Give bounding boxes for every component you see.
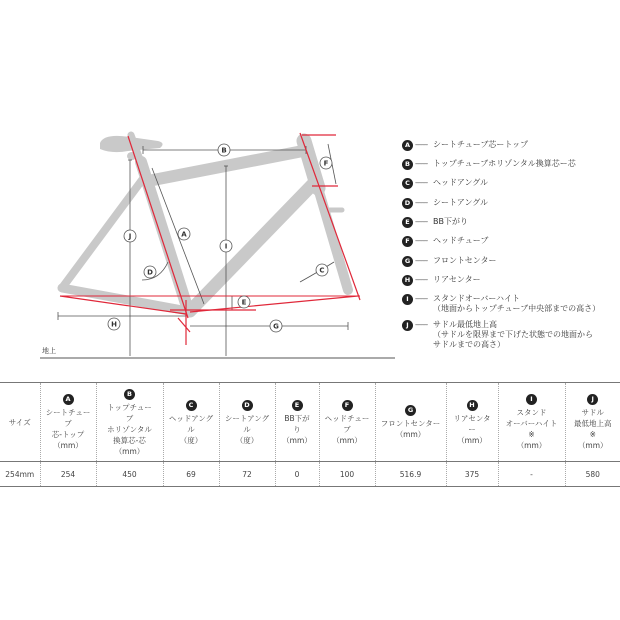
column-label: BB下が り bbox=[284, 413, 310, 434]
frame-silhouette bbox=[62, 135, 348, 311]
column-unit: （mm） bbox=[457, 435, 487, 445]
column-label: ヘッドアング ル bbox=[168, 413, 214, 434]
value-cell-i: - bbox=[498, 462, 565, 487]
legend-leader-dots: -------- bbox=[415, 257, 428, 265]
column-letter-badge: H bbox=[467, 400, 478, 411]
column-unit: （mm） bbox=[516, 441, 547, 450]
column-header-a bbox=[40, 383, 96, 462]
column-label: シートアング ル bbox=[224, 413, 270, 434]
column-label: トップチュー ブ ホリゾンタル 換算芯-芯 bbox=[107, 402, 152, 445]
column-header-e bbox=[275, 383, 319, 462]
column-letter-badge: I bbox=[526, 394, 537, 405]
legend-text: トップチューブホリゾンタル換算芯ー芯 bbox=[433, 159, 576, 168]
column-letter-badge: B bbox=[124, 389, 135, 400]
column-letter-badge: D bbox=[242, 400, 253, 411]
legend-letter-badge: B bbox=[402, 159, 413, 170]
column-header-f bbox=[319, 383, 375, 462]
value-cell-b: 450 bbox=[96, 462, 163, 487]
column-unit: （mm） bbox=[282, 435, 312, 445]
legend-subtext: （サドルを限界まで下げた状態での地面から bbox=[433, 330, 593, 339]
legend-leader-dots: -------- bbox=[415, 321, 428, 329]
column-label: シートチュー ブ 芯-トップ bbox=[45, 408, 91, 439]
column-header-d bbox=[219, 383, 275, 462]
legend-letter-badge: I bbox=[402, 294, 413, 305]
column-unit: （度） bbox=[179, 435, 203, 445]
legend-leader-dots: -------- bbox=[415, 199, 428, 207]
svg-text:F: F bbox=[323, 159, 329, 168]
value-cell-f: 100 bbox=[319, 462, 375, 487]
legend-leader-dots: -------- bbox=[415, 141, 428, 149]
legend-text: サドル最低地上高 bbox=[433, 320, 497, 329]
marker-d bbox=[144, 266, 156, 278]
legend-text: ヘッドアングル bbox=[433, 178, 489, 187]
marker-f bbox=[320, 157, 332, 169]
value-cell-a: 254 bbox=[40, 462, 96, 487]
value-cell-g: 516.9 bbox=[375, 462, 446, 487]
size-cell: 254mm bbox=[0, 462, 40, 487]
column-letter-badge: A bbox=[63, 394, 74, 405]
marker-a bbox=[178, 228, 190, 240]
legend-text: シートチューブ芯ートップ bbox=[433, 140, 529, 149]
svg-text:G: G bbox=[273, 322, 279, 331]
legend-letter-badge: G bbox=[402, 256, 413, 267]
legend-subtext: サドルまでの高さ） bbox=[433, 340, 505, 349]
marker-g bbox=[270, 320, 282, 332]
legend-text: リアセンター bbox=[433, 275, 481, 284]
svg-text:H: H bbox=[111, 320, 117, 329]
ground-label: 地上 bbox=[42, 347, 56, 355]
marker-c bbox=[316, 264, 328, 276]
legend-leader-dots: -------- bbox=[415, 295, 428, 303]
svg-text:E: E bbox=[241, 298, 247, 307]
marker-h bbox=[108, 318, 120, 330]
column-label: リアセンタ ー bbox=[453, 413, 491, 434]
legend-letter-badge: D bbox=[402, 198, 413, 209]
legend-letter-badge: J bbox=[402, 320, 413, 331]
legend-leader-dots: -------- bbox=[415, 160, 428, 168]
legend-letter-badge: E bbox=[402, 217, 413, 228]
column-unit: （mm） bbox=[395, 430, 426, 439]
column-header-i bbox=[498, 383, 565, 462]
column-label: ヘッドチュー ブ bbox=[324, 413, 370, 434]
column-label: スタンド オーバーハイト ※ bbox=[505, 408, 558, 439]
value-cell-e: 0 bbox=[275, 462, 319, 487]
value-cell-h: 375 bbox=[446, 462, 498, 487]
geometry-spec-table bbox=[0, 382, 620, 487]
legend-letter-badge: F bbox=[402, 236, 413, 247]
legend-letter-badge: C bbox=[402, 178, 413, 189]
legend-letter-badge: A bbox=[402, 140, 413, 151]
column-unit: （mm） bbox=[114, 446, 145, 456]
value-cell-j: 580 bbox=[565, 462, 620, 487]
legend-letter-badge: H bbox=[402, 275, 413, 286]
svg-text:D: D bbox=[147, 268, 153, 277]
svg-text:C: C bbox=[319, 266, 325, 275]
table-row bbox=[0, 462, 620, 487]
column-unit: （mm） bbox=[577, 441, 608, 450]
marker-b bbox=[218, 144, 230, 156]
column-label: フロントセンター bbox=[380, 419, 441, 428]
column-label: サドル 最低地上高 ※ bbox=[574, 408, 612, 439]
column-letter-badge: F bbox=[342, 400, 353, 411]
svg-text:I: I bbox=[224, 242, 228, 251]
column-unit: （mm） bbox=[332, 435, 362, 445]
legend-text: スタンドオーバーハイト bbox=[433, 294, 520, 303]
svg-text:A: A bbox=[181, 230, 187, 239]
legend-text: シートアングル bbox=[433, 198, 489, 207]
legend-text: ヘッドチューブ bbox=[433, 236, 489, 245]
column-letter-badge: G bbox=[405, 405, 416, 416]
column-letter-badge: J bbox=[587, 394, 598, 405]
marker-i bbox=[220, 240, 232, 252]
marker-j bbox=[124, 230, 136, 242]
table-header-row bbox=[0, 383, 620, 462]
svg-text:J: J bbox=[128, 232, 132, 241]
legend-text: フロントセンター bbox=[433, 256, 497, 265]
legend-leader-dots: -------- bbox=[415, 276, 428, 284]
legend-leader-dots: -------- bbox=[415, 179, 428, 187]
column-header-c bbox=[163, 383, 219, 462]
legend-leader-dots: -------- bbox=[415, 218, 428, 226]
column-unit: （度） bbox=[235, 435, 259, 445]
column-header-j bbox=[565, 383, 620, 462]
value-cell-d: 72 bbox=[219, 462, 275, 487]
column-header-g bbox=[375, 383, 446, 462]
column-letter-badge: E bbox=[292, 400, 303, 411]
column-header-h bbox=[446, 383, 498, 462]
column-unit: （mm） bbox=[53, 441, 83, 450]
legend-text: BB下がり bbox=[433, 217, 468, 226]
legend-leader-dots: -------- bbox=[415, 237, 428, 245]
svg-text:B: B bbox=[221, 146, 227, 155]
legend-subtext: （地面からトップチューブ中央部までの高さ） bbox=[433, 304, 601, 313]
column-header-b bbox=[96, 383, 163, 462]
column-letter-badge: C bbox=[186, 400, 197, 411]
value-cell-c: 69 bbox=[163, 462, 219, 487]
size-header: サイズ bbox=[0, 383, 40, 462]
marker-e bbox=[238, 296, 250, 308]
